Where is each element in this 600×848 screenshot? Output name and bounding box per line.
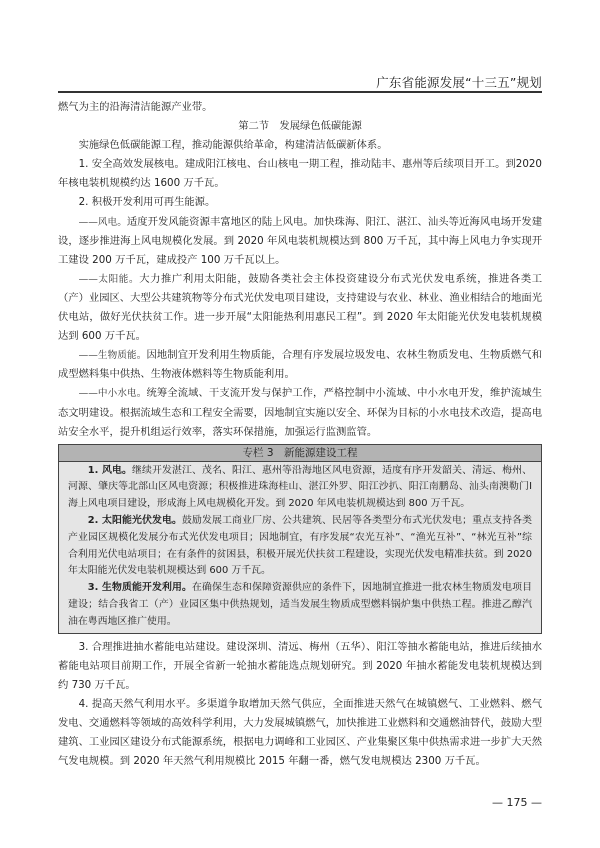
biomass-text: 因地制宜开发利用生物质能，合理有序发展垃圾发电、农林生物质发电、生物质燃气和成型燃料集中供热、生物液体燃料等生物质能利用。: [58, 349, 543, 381]
item-pumped-storage: 3. 合理推进抽水蓄能电站建设。建设深圳、清远、梅州（五华）、阳江等抽水蓄能电站，推进后续抽水蓄能电站项目前期工作，开展全省新一轮抽水蓄能选点规划研究。到 2020 年抽水蓄能发电装机规模达到约 730 万千瓦。: [58, 640, 542, 691]
header-rule: [58, 91, 542, 93]
hydro-text: 统筹全流域、干支流开发与保护工作，严格控制中小流域、中小水电开发，维护流域生态文明建设。根据流域生态和工程安全需要，因地制宜实施以安全、环保为目标的小水电技术改造，提高电站安全水平，提升机组运行效率，落实环保措施，加强运行监测监管。: [58, 387, 543, 438]
biomass-paragraph: [58, 346, 542, 384]
item-nuclear: 1. 安全高效发展核电。建成阳江核电、台山核电一期工程，推动陆丰、惠州等后续项目开工。到2020 年核电装机规模约达 1600 万千瓦。: [58, 158, 542, 190]
box-item-biomass-lead: 3. 生物质能开发利用。: [87, 582, 193, 594]
page-number: — 175 —: [492, 796, 542, 809]
wind-text: 适度开发风能资源丰富地区的陆上风电。加快珠海、阳江、湛江、汕头等近海风电场开发建设，逐步推进海上风电规模化发展。到 2020 年风电装机规模达到 800 万千瓦，其中海上风电力争实现开工建设 200 万千瓦，建成投产 100 万千瓦以上。: [58, 215, 543, 266]
biomass-tag: ——生物质能。: [78, 350, 147, 362]
box-item-solar: [68, 513, 532, 580]
box-item-biomass-text: 在确保生态和保障资源供应的条件下，因地制宜推进一批农林生物质发电项目建设；结合我省工（产）业园区集中供热规划，适当发展生物质成型燃料锅炉集中供热工程。推进乙醇汽油在粤西地区推广使用。: [68, 582, 532, 627]
solar-text: 大力推广利用太阳能，鼓励各类社会主体投资建设分布式光伏发电系统，推进各类工（产）业园区、大型公共建筑物等分布式光伏发电项目建设，支持建设与农业、林业、渔业相结合的地面光伏电站，做好光伏扶贫工作。进一步开展“太阳能热利用惠民工程”。到 2020 年太阳能光伏发电装机规模达到 600 万千瓦。: [58, 272, 543, 343]
solar-paragraph: [58, 270, 542, 346]
box-body: [59, 462, 541, 633]
running-header: 广东省能源发展“十三五”规划: [376, 75, 542, 90]
section-title: 第二节 发展绿色低碳能源: [238, 120, 362, 133]
wind-paragraph: [58, 213, 542, 270]
body-text: [58, 98, 542, 771]
box-item-solar-text: 鼓励发展工商业厂房、公共建筑、民居等各类型分布式光伏发电；重点支持各类产业园区规模化发展分布式光伏发电项目；因地制宜，有序发展“农光互补”、“渔光互补”、“林光互补”综合利用光伏电站项目；在有条件的贫困县，积极开展光伏扶贫工程建设，实现光伏发电精准扶贫。到 2020 年太阳能光伏发电装机规模达到 600 万千瓦。: [68, 515, 532, 577]
box-item-wind-lead: 1. 风电。: [87, 464, 132, 476]
item-renewable: 2. 积极开发利用可再生能源。: [78, 196, 216, 209]
intro-line: 燃气为主的沿海清洁能源产业带。: [58, 101, 213, 113]
solar-tag: ——太阳能。: [78, 273, 140, 285]
box-item-wind: [68, 463, 532, 513]
sidebar-box-new-energy: [58, 444, 542, 634]
box-item-biomass: [68, 580, 532, 630]
box-title: 专栏 3 新能源建设工程: [59, 445, 541, 462]
wind-tag: ——风电。: [78, 216, 127, 228]
hydro-paragraph: [58, 384, 542, 441]
box-item-solar-lead: 2. 太阳能光伏发电。: [87, 515, 183, 527]
section-lead: 实施绿色低碳能源工程，推动能源供给革命，构建清洁低碳新体系。: [78, 139, 388, 152]
hydro-tag: ——中小水电。: [78, 388, 147, 400]
item-natural-gas: 4. 提高天然气利用水平。多渠道争取增加天然气供应，全面推进天然气在城镇燃气、工业燃料、燃气发电、交通燃料等领域的高效科学利用，大力发展城镇燃气，加快推进工业燃料和交通燃油替代，鼓励大型建筑、工业园区建设分布式能源系统，根据电力调峰和工业园区、产业集聚区集中供热需求进一步扩大天然气发电规模。到 2020 年天然气利用规模比 2015 年翻一番，燃气发电规模达 2300 万千瓦。: [58, 697, 542, 768]
box-item-wind-text: 继续开发湛江、茂名、阳江、惠州等沿海地区风电资源，适度有序开发韶关、清远、梅州、河源、肇庆等北部山区风电资源；积极推进珠海桂山、湛江外罗、阳江沙扒、阳江南鹏岛、汕头南澳勒门Ⅰ海上风电项目建设，形成海上风电规模化开发。到 2020 年风电装机规模达到 800 万千瓦。: [68, 464, 532, 510]
